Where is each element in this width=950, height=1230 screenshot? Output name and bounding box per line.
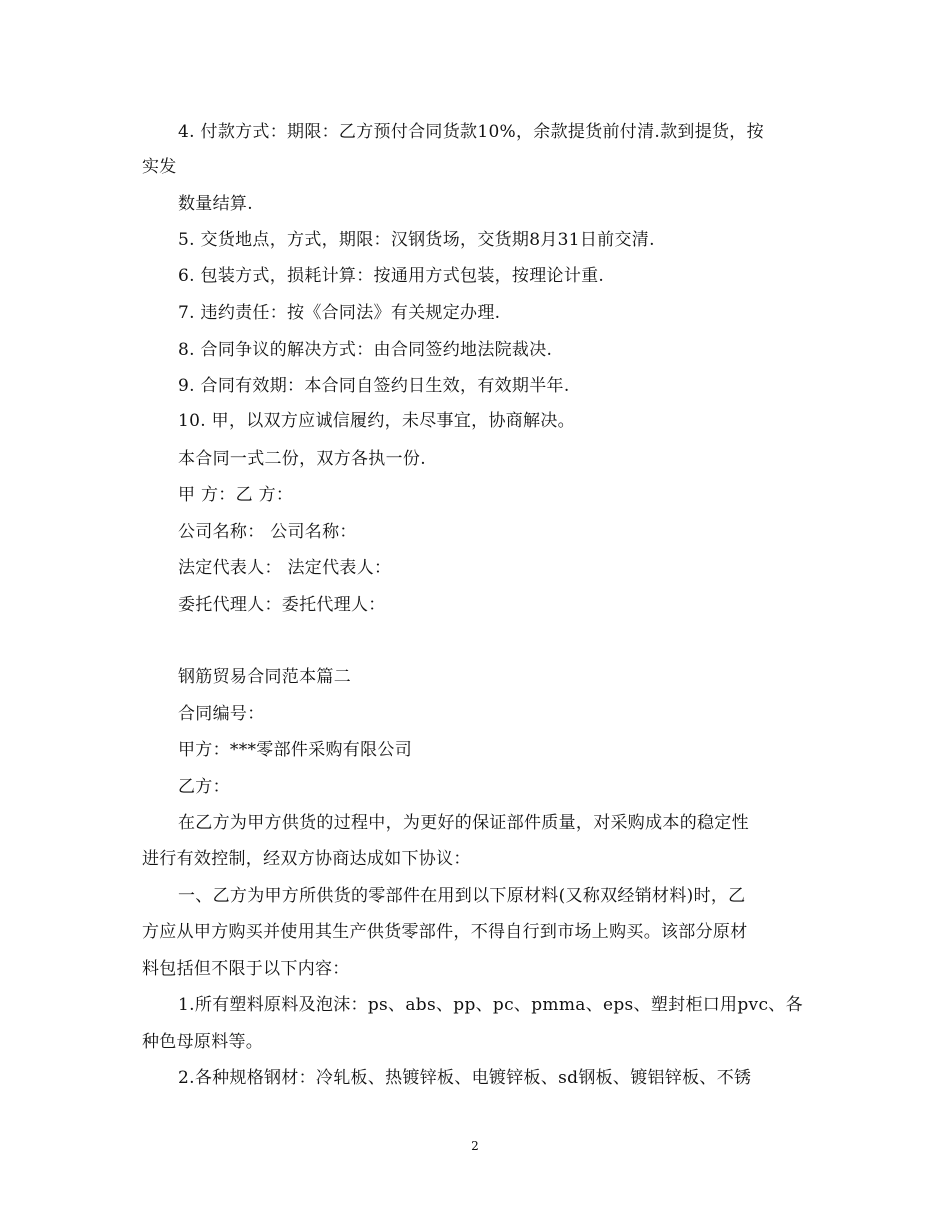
intro-paragraph-line-2: 进行有效控制，经双方协商达成如下协议： bbox=[142, 849, 471, 869]
page-number: 2 bbox=[471, 1139, 479, 1153]
materials-item-1-line-2: 种色母原料等。 bbox=[142, 1032, 264, 1052]
liability-line: 7. 违约责任：按《合同法》有关规定办理. bbox=[178, 303, 501, 323]
legal-representative-line: 法定代表人： 法定代表人： bbox=[178, 558, 392, 578]
clause-one-line-1: 一、乙方为甲方所供货的零部件在用到以下原材料(又称双经销材料)时，乙 bbox=[178, 886, 746, 906]
clause-one-line-2: 方应从甲方购买并使用其生产供货零部件，不得自行到市场上购买。该部分原材 bbox=[142, 922, 748, 942]
authorized-agent-line: 委托代理人：委托代理人： bbox=[178, 595, 386, 615]
party-a-line: 甲方：***零部件采购有限公司 bbox=[178, 740, 412, 760]
materials-item-1-line-1: 1.所有塑料原料及泡沫：ps、abs、pp、pc、pmma、eps、塑封柜口用pvc、各 bbox=[178, 995, 803, 1015]
clause-one-line-3: 料包括但不限于以下内容： bbox=[142, 959, 350, 979]
dispute-resolution-line: 8. 合同争议的解决方式：由合同签约地法院裁决. bbox=[178, 340, 553, 360]
intro-paragraph-line-1: 在乙方为甲方供货的过程中，为更好的保证部件质量，对采购成本的稳定性 bbox=[178, 813, 749, 833]
company-name-line: 公司名称： 公司名称： bbox=[178, 522, 357, 542]
parties-line: 甲 方：乙 方： bbox=[178, 485, 294, 505]
payment-terms-line: 4. 付款方式：期限：乙方预付合同货款10%，余款提货前付清.款到提货，按 bbox=[178, 122, 764, 142]
section-title: 钢筋贸易合同范本篇二 bbox=[178, 667, 351, 687]
materials-item-2-line-1: 2.各种规格钢材：冷轧板、热镀锌板、电镀锌板、sd钢板、镀铝锌板、不锈 bbox=[178, 1068, 752, 1088]
copies-line: 本合同一式二份，双方各执一份. bbox=[178, 449, 426, 469]
party-b-line: 乙方： bbox=[178, 777, 230, 797]
validity-period-line: 9. 合同有效期：本合同自签约日生效，有效期半年. bbox=[178, 376, 570, 396]
packaging-terms-line: 6. 包装方式，损耗计算：按通用方式包装，按理论计重. bbox=[178, 266, 605, 286]
contract-number-line: 合同编号： bbox=[178, 704, 265, 724]
good-faith-line: 10. 甲，以双方应诚信履约，未尽事宜，协商解决。 bbox=[178, 411, 575, 431]
delivery-terms-line: 5. 交货地点，方式，期限：汉钢货场，交货期8月31日前交清. bbox=[178, 230, 655, 250]
settlement-line: 数量结算. bbox=[178, 194, 253, 214]
payment-terms-continuation: 实发 bbox=[142, 157, 177, 177]
